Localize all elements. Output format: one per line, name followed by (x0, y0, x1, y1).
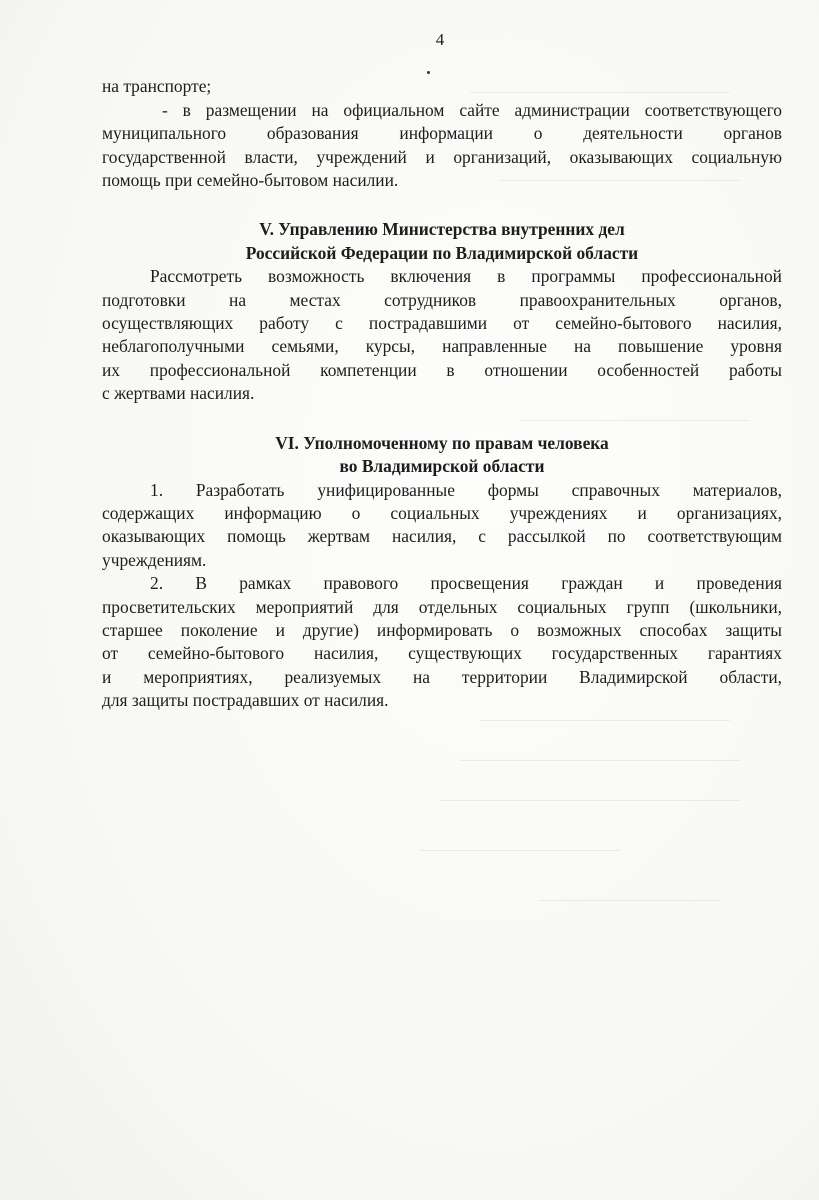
paragraph-website-line2: муниципального образования информации о деятельности органов (102, 123, 782, 144)
section5-line: неблагополучными семьями, курсы, направленные на повышение уровня (102, 336, 782, 357)
section6-heading (102, 432, 782, 479)
scan-ghost-line (460, 760, 740, 761)
document-content (102, 28, 782, 713)
section5-line: осуществляющих работу с пострадавшими от семейно-бытового насилия, (102, 313, 782, 334)
scan-ghost-line (540, 900, 720, 901)
section6-item1 (102, 479, 782, 573)
section5-line: подготовки на местах сотрудников правоохранительных органов, (102, 289, 782, 310)
section6-item2-line: просветительских мероприятий для отдельных социальных групп (школьники, (102, 596, 782, 617)
section6-item2-line: для защиты пострадавших от насилия. (102, 690, 389, 711)
section5-heading-line2: Российской Федерации по Владимирской области (245, 242, 639, 263)
scan-ghost-line (440, 800, 740, 801)
page-number: 4 (435, 30, 445, 49)
section5-heading-line1: V. Управлению Министерства внутренних дел (259, 219, 625, 240)
section5-line: с жертвами насилия. (102, 383, 255, 404)
section5-body (102, 265, 782, 405)
paragraph-website-line4: помощь при семейно-бытовом насилии. (102, 170, 399, 191)
section6-item1-line: оказывающих помощь жертвам насилия, с рассылкой по соответствующим (102, 526, 782, 547)
scan-ghost-line (480, 720, 730, 721)
scan-ghost-line (420, 850, 620, 851)
section5-heading (102, 218, 782, 265)
section5-line: Рассмотреть возможность включения в программы профессиональной (150, 266, 782, 287)
section6-item2-line: старшее поколение и другие) информировать о возможных способах защиты (102, 619, 782, 640)
section5-line: их профессиональной компетенции в отношении особенностей работы (102, 359, 782, 380)
paragraph-website-line3: государственной власти, учреждений и организаций, оказывающих социальную (102, 146, 782, 167)
section6-heading-line1: VI. Уполномоченному по правам человека (275, 432, 609, 453)
section6-item1-line: содержащих информацию о социальных учреждениях и организациях, (102, 502, 782, 523)
section6-heading-line2: во Владимирской области (339, 456, 545, 477)
section6-item2-line: 2. В рамках правового просвещения граждан и проведения (150, 573, 782, 594)
section6-item1-line: 1. Разработать унифицированные формы справочных материалов, (150, 479, 782, 500)
section6-item2-line: и мероприятиях, реализуемых на территории Владимирской области, (102, 666, 782, 687)
section6-item2 (102, 572, 782, 712)
paragraph-transport: на транспорте; (102, 76, 212, 97)
section6-item2-line: от семейно-бытового насилия, существующих государственных гарантиях (102, 643, 782, 664)
paragraph-website-line1: - в размещении на официальном сайте администрации соответствующего (162, 99, 782, 120)
section6-item1-line: учреждениям. (102, 549, 207, 570)
